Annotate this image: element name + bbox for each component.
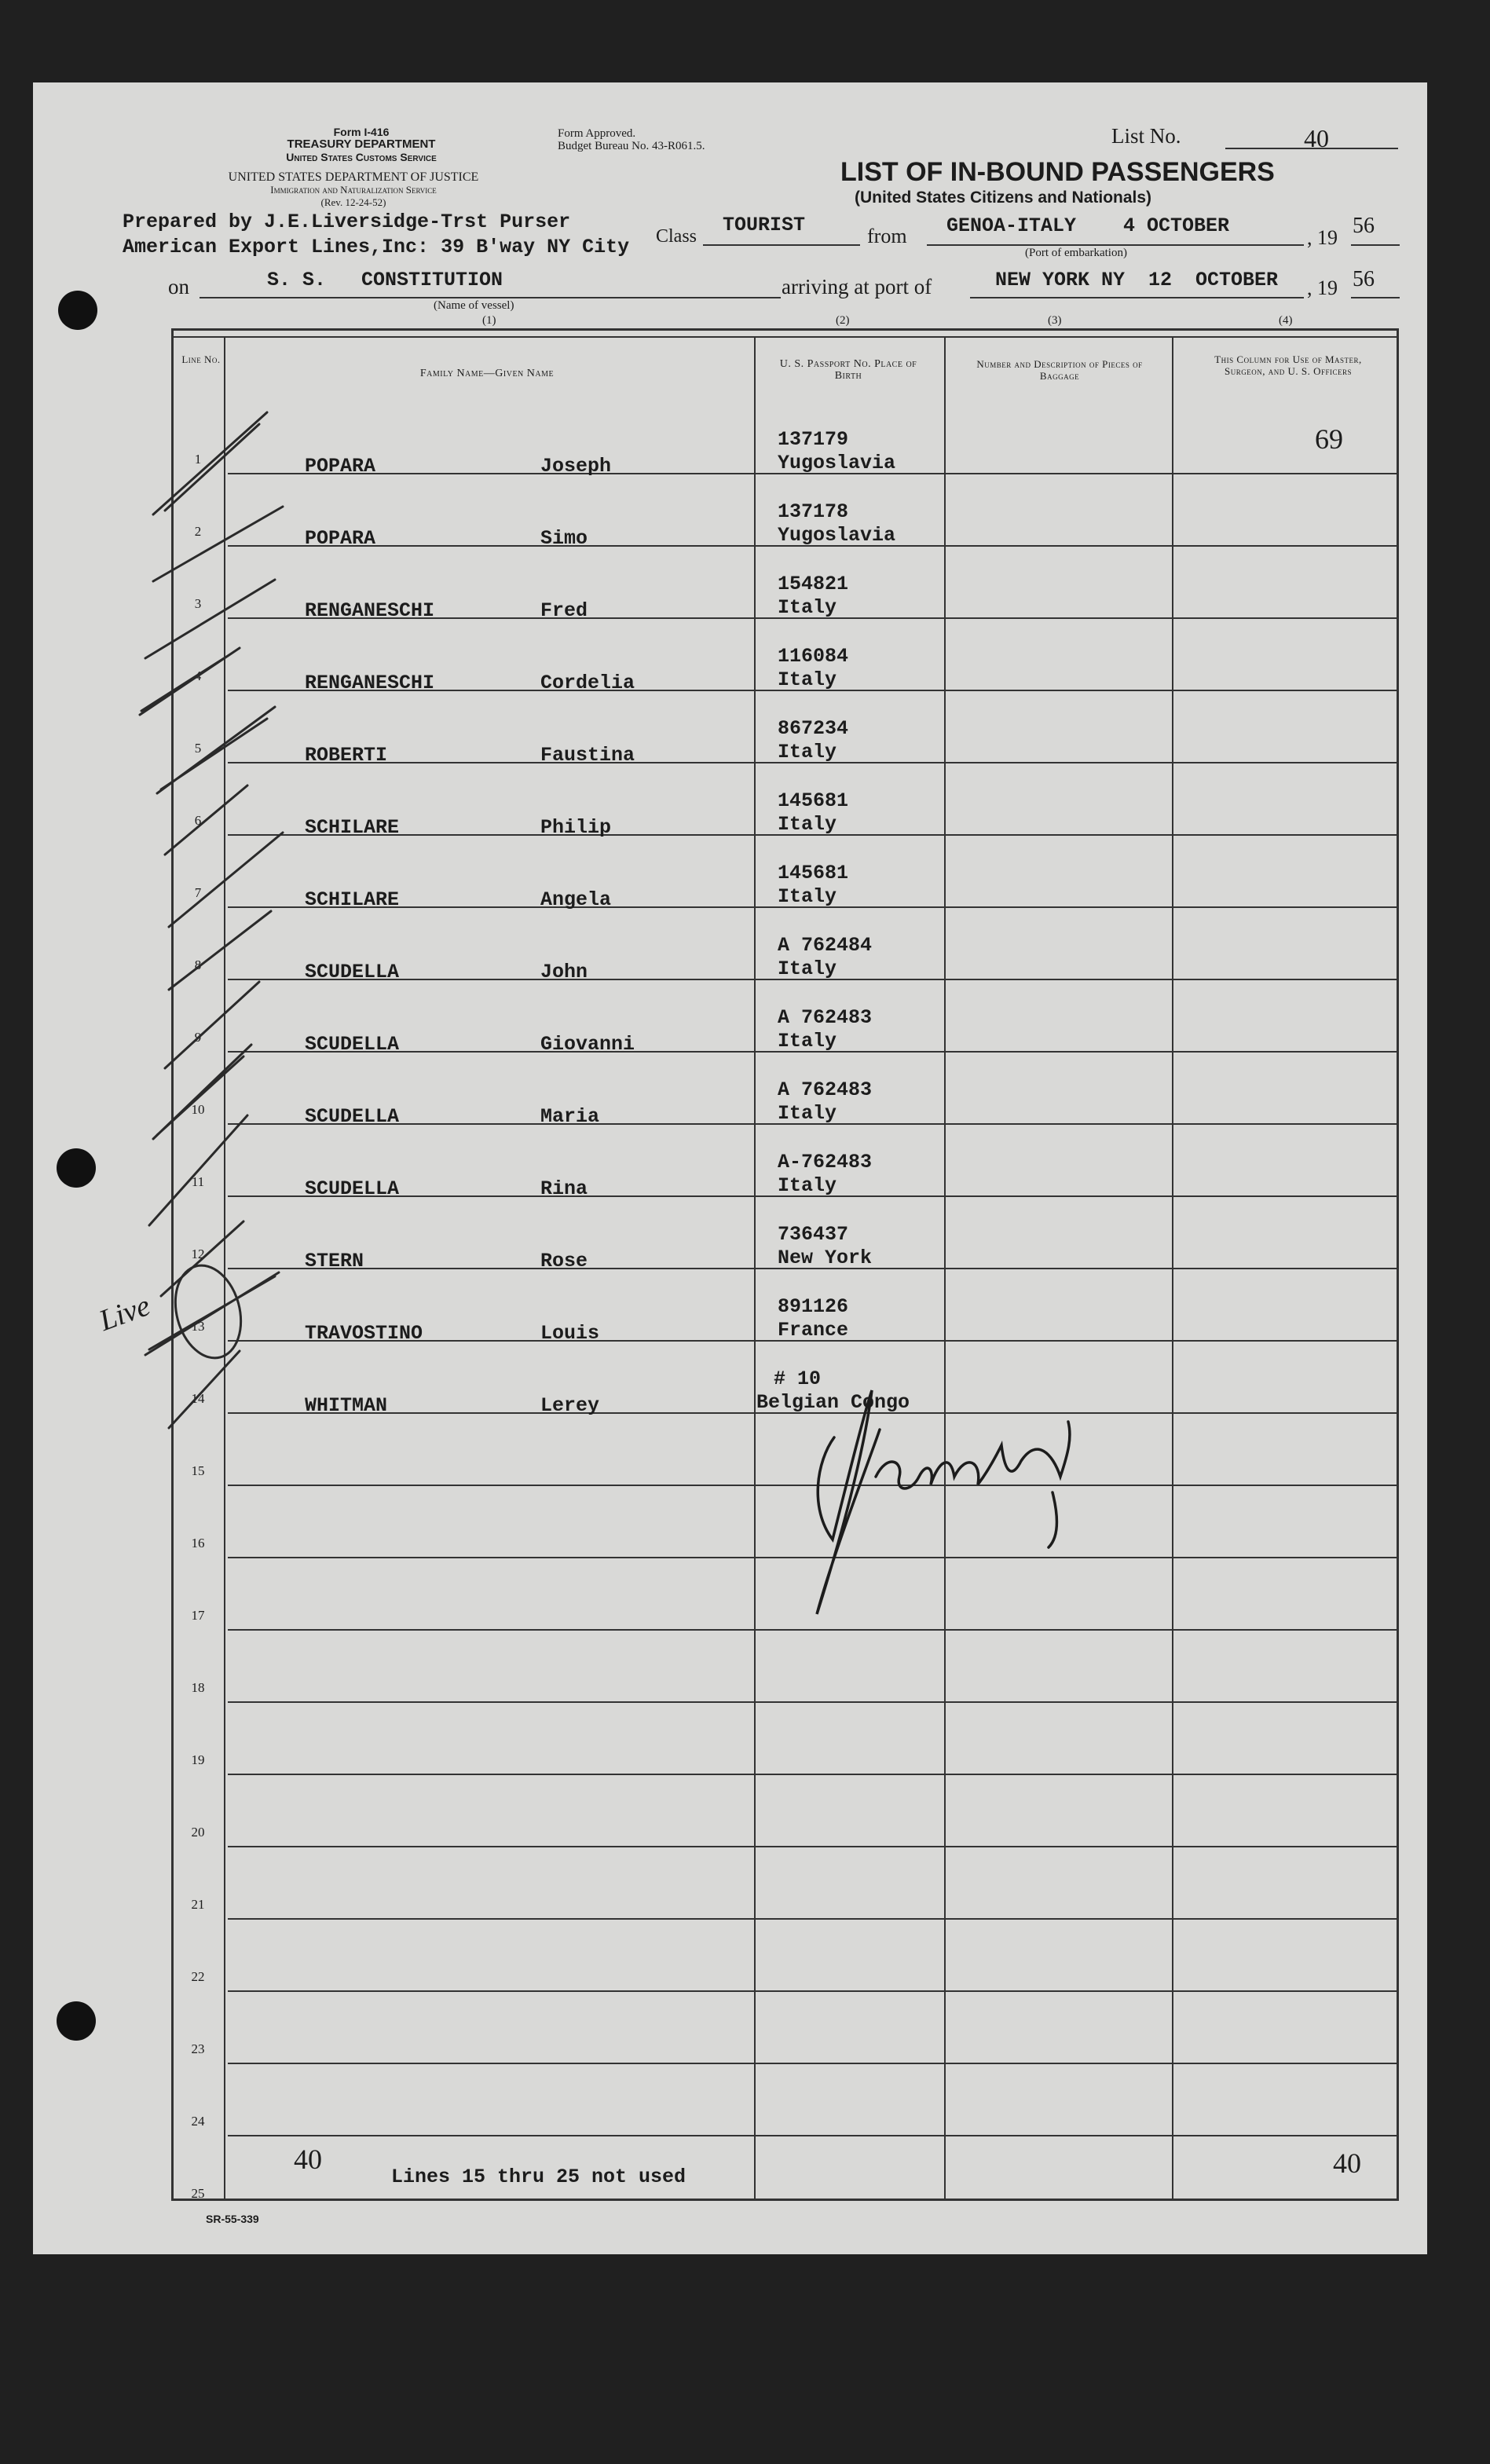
family-name: ROBERTI (305, 744, 388, 767)
line-number: 25 (191, 2186, 205, 2201)
family-name: SCUDELLA (305, 1033, 400, 1056)
line-number: 18 (191, 1680, 205, 1695)
footer-list-left: 40 (294, 2144, 322, 2175)
family-name: SCUDELLA (305, 961, 400, 983)
header-baggage: Number and Description of Pieces of Baggage (976, 358, 1143, 382)
line-number: 23 (191, 2041, 205, 2056)
footer-form-code: SR-55-339 (206, 2213, 259, 2225)
given-name: Lerey (540, 1394, 600, 1417)
given-name: Rina (540, 1177, 588, 1200)
row-rule (228, 1701, 1398, 1703)
place-of-birth: Italy (778, 813, 837, 836)
ins-service: Immigration and Naturalization Service (270, 184, 437, 196)
row-rule (228, 1557, 1398, 1558)
prepared-company: American Export Lines,Inc: 39 B'way NY City (123, 236, 630, 258)
year-1: 56 (1353, 214, 1375, 238)
family-name: SCHILARE (305, 888, 400, 911)
given-name: Rose (540, 1250, 588, 1272)
family-name: TRAVOSTINO (305, 1322, 423, 1345)
prepared-by: Prepared by J.E.Liversidge-Trst Purser (123, 211, 571, 233)
line-number: 22 (191, 1969, 205, 1984)
form-number: Form I-416 (333, 126, 390, 138)
arriving-label: arriving at port of (782, 275, 932, 298)
year-prefix-1: , 19 (1307, 226, 1338, 249)
place-of-birth: New York (778, 1247, 873, 1269)
place-of-birth: Italy (778, 1102, 837, 1125)
line-number: 24 (191, 2114, 205, 2129)
list-no-label: List No. (1111, 124, 1181, 148)
line-number: 4 (194, 668, 202, 683)
on-label: on (168, 275, 189, 298)
from-value: GENOA-ITALY 4 OCTOBER (946, 214, 1230, 237)
place-of-birth: Italy (778, 596, 837, 619)
passport-number: A-762483 (778, 1151, 873, 1173)
col-num-4: (4) (1279, 314, 1293, 327)
vessel-col-num: (1) (482, 314, 496, 327)
place-of-birth: Italy (778, 957, 837, 980)
passport-number: 137179 (778, 428, 849, 451)
vessel-label: (Name of vessel) (434, 299, 514, 312)
place-of-birth: France (778, 1319, 849, 1342)
line-number: 14 (191, 1391, 205, 1406)
passport-number: 145681 (778, 862, 849, 884)
header-line-no: Line No. (181, 353, 221, 365)
row-rule (228, 1990, 1398, 1992)
family-name: WHITMAN (305, 1394, 388, 1417)
line-number: 15 (191, 1463, 205, 1478)
header-name: Family Name—Given Name (419, 368, 555, 379)
line-number: 12 (191, 1247, 205, 1261)
given-name: Fred (540, 599, 588, 622)
from-label: from (867, 225, 907, 247)
customs-service: United States Customs Service (286, 151, 437, 163)
line-number: 20 (191, 1825, 205, 1840)
place-of-birth: Italy (778, 1174, 837, 1197)
footer-list-right: 40 (1333, 2147, 1361, 2179)
line-number: 11 (191, 1174, 205, 1189)
col-num-3: (3) (1048, 314, 1062, 327)
margin-note: Live (94, 1289, 155, 1338)
line-number: 6 (194, 813, 202, 828)
place-of-birth: Yugoslavia (778, 452, 896, 474)
line-number: 3 (194, 596, 202, 611)
lines-not-used-note: Lines 15 thru 25 not used (391, 2166, 686, 2188)
passport-number: 137178 (778, 500, 849, 523)
header-passport: U. S. Passport No. Place of Birth (779, 358, 917, 382)
revision: (Rev. 12-24-52) (320, 196, 386, 208)
given-name: John (540, 961, 588, 983)
row-rule (228, 1918, 1398, 1920)
place-of-birth: Yugoslavia (778, 524, 896, 547)
family-name: STERN (305, 1250, 364, 1272)
line-number: 17 (191, 1608, 205, 1623)
binder-hole-middle (57, 1148, 96, 1188)
passport-number: 891126 (778, 1295, 849, 1318)
passport-number: A 762484 (778, 934, 873, 957)
given-name: Giovanni (540, 1033, 635, 1056)
family-name: POPARA (305, 455, 376, 478)
class-label: Class (656, 226, 697, 247)
treasury-dept: TREASURY DEPARTMENT (287, 137, 436, 151)
passport-number: A 762483 (778, 1078, 873, 1101)
line-number: 10 (191, 1102, 205, 1117)
page-subtitle: (United States Citizens and Nationals) (855, 189, 1152, 207)
given-name: Joseph (540, 455, 612, 478)
given-name: Simo (540, 527, 588, 550)
header-officers: This Column for Use of Master, Surgeon, and U. S. Officers (1214, 353, 1362, 377)
family-name: SCUDELLA (305, 1105, 400, 1128)
line-number: 16 (191, 1536, 205, 1551)
col-num-2: (2) (836, 314, 850, 327)
binder-hole-top (58, 291, 97, 330)
passport-number: 145681 (778, 789, 849, 812)
list-no-value: 40 (1304, 124, 1329, 152)
given-name: Angela (540, 888, 612, 911)
line-number: 5 (194, 741, 202, 756)
row-rule (228, 1485, 1398, 1486)
passport-number: 154821 (778, 573, 849, 595)
line-number: 1 (194, 452, 202, 467)
passport-number: 736437 (778, 1223, 849, 1246)
vessel-name: S. S. CONSTITUTION (267, 269, 503, 291)
year-2: 56 (1353, 267, 1375, 291)
binder-hole-bottom (57, 2001, 96, 2041)
passport-number: A 762483 (778, 1006, 873, 1029)
budget-bureau: Budget Bureau No. 43-R061.5. (558, 140, 705, 152)
arriving-value: NEW YORK NY 12 OCTOBER (995, 269, 1279, 291)
given-name: Louis (540, 1322, 600, 1345)
row-rule (228, 1629, 1398, 1631)
line-number: 2 (194, 524, 202, 539)
family-name: POPARA (305, 527, 376, 550)
given-name: Philip (540, 816, 612, 839)
passport-number: # 10 (774, 1367, 822, 1390)
class-value: TOURIST (723, 214, 806, 236)
page-title: LIST OF IN-BOUND PASSENGERS (840, 157, 1275, 187)
year-prefix-2: , 19 (1307, 276, 1338, 299)
place-of-birth: Italy (778, 741, 837, 763)
passport-number: 867234 (778, 717, 849, 740)
form-approved: Form Approved. (558, 127, 636, 140)
line-number: 21 (191, 1897, 205, 1912)
row-rule (228, 2135, 1398, 2136)
line-number: 19 (191, 1752, 205, 1767)
passport-number: 116084 (778, 645, 849, 668)
place-of-birth: Italy (778, 1030, 837, 1053)
line-number: 13 (191, 1319, 205, 1334)
given-name: Maria (540, 1105, 600, 1128)
row-rule (228, 2063, 1398, 2064)
line-number: 8 (194, 957, 202, 972)
family-name: RENGANESCHI (305, 599, 435, 622)
row-rule (228, 1774, 1398, 1775)
given-name: Faustina (540, 744, 635, 767)
family-name: SCUDELLA (305, 1177, 400, 1200)
justice-dept: UNITED STATES DEPARTMENT OF JUSTICE (228, 170, 479, 184)
family-name: RENGANESCHI (305, 672, 435, 694)
place-of-birth: Italy (778, 885, 837, 908)
officer-count: 69 (1315, 423, 1343, 455)
line-number: 9 (194, 1030, 202, 1045)
place-of-birth: Italy (778, 668, 837, 691)
port-embark-label: (Port of embarkation) (1025, 247, 1127, 259)
line-number: 7 (194, 885, 202, 900)
row-rule (228, 1846, 1398, 1847)
family-name: SCHILARE (305, 816, 400, 839)
place-of-birth: Belgian Congo (756, 1391, 910, 1414)
given-name: Cordelia (540, 672, 635, 694)
